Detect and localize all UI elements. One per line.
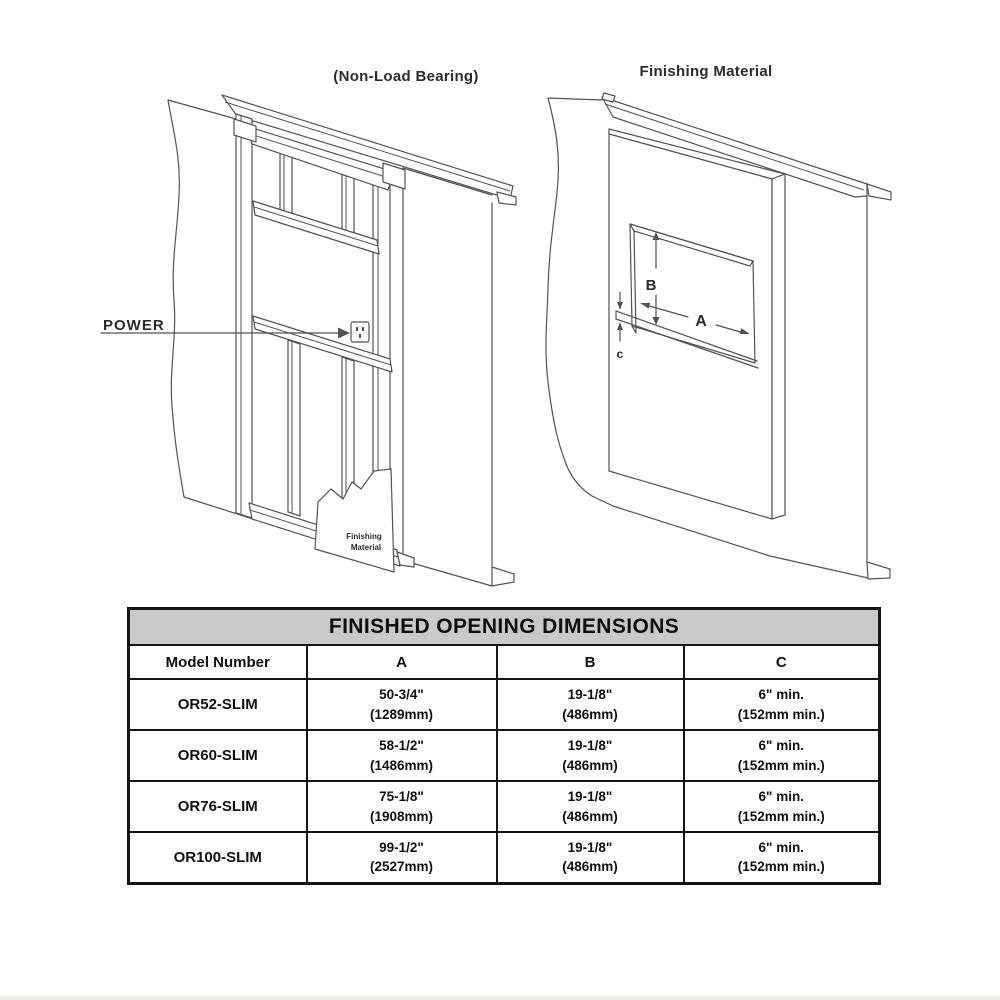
model-cell: OR60-SLIM — [129, 730, 307, 781]
dim-c-cell: 6" min. (152mm min.) — [684, 730, 880, 781]
model-cell: OR52-SLIM — [129, 679, 307, 730]
header-rail — [253, 201, 379, 254]
dim-a-cell: 75-1/8" (1908mm) — [307, 781, 497, 832]
table-row — [129, 832, 880, 883]
dim-c-cell: 6" min. (152mm min.) — [684, 832, 880, 883]
right-wall-panel — [398, 168, 514, 586]
right-finishing-diagram — [546, 63, 891, 579]
dim-label-c: c — [616, 347, 624, 361]
col-header-model: Model Number — [129, 645, 307, 679]
dim-b-cell: 19-1/8" (486mm) — [497, 781, 684, 832]
model-cell: OR100-SLIM — [129, 832, 307, 883]
dim-b-cell: 19-1/8" (486mm) — [497, 832, 684, 883]
lower-cripple-stud — [288, 340, 300, 516]
finishing-material-panel-label-2: Material — [350, 543, 382, 552]
dim-a-cell: 58-1/2" (1486mm) — [307, 730, 497, 781]
outlet-icon — [351, 322, 369, 342]
power-callout — [101, 317, 369, 342]
dim-b-cell: 19-1/8" (486mm) — [497, 679, 684, 730]
col-header-a: A — [307, 645, 497, 679]
finished-opening-dimensions-table — [127, 607, 881, 885]
dim-c-cell: 6" min. (152mm min.) — [684, 679, 880, 730]
wall-torn-edge — [546, 98, 592, 496]
dim-a-cell: 50-3/4" (1289mm) — [307, 679, 497, 730]
table-header-row — [129, 645, 880, 679]
dim-a-cell: 99-1/2" (2527mm) — [307, 832, 497, 883]
power-label: POWER — [103, 317, 165, 334]
table-row — [129, 730, 880, 781]
dim-label-a: A — [695, 313, 707, 330]
power-arrowhead — [338, 328, 350, 339]
top-plate-end-foot — [497, 192, 516, 205]
finishing-material-panel-label-1: Finishing — [346, 532, 382, 541]
left-framing-diagram — [101, 68, 516, 586]
wall-torn-edge — [168, 100, 184, 497]
table-title: FINISHED OPENING DIMENSIONS — [129, 609, 880, 646]
model-cell: OR76-SLIM — [129, 781, 307, 832]
left-diagram-title: (Non-Load Bearing) — [333, 68, 479, 85]
col-header-b: B — [497, 645, 684, 679]
finishing-material-panel — [315, 469, 394, 572]
dim-b-cell: 19-1/8" (486mm) — [497, 730, 684, 781]
table-row — [129, 781, 880, 832]
left-stud — [236, 114, 252, 518]
right-diagram-title: Finishing Material — [639, 63, 773, 80]
col-header-c: C — [684, 645, 880, 679]
table-row — [129, 679, 880, 730]
dim-c-cell: 6" min. (152mm min.) — [684, 781, 880, 832]
scan-page-edge — [0, 996, 1000, 1000]
dim-label-b: B — [645, 277, 657, 294]
